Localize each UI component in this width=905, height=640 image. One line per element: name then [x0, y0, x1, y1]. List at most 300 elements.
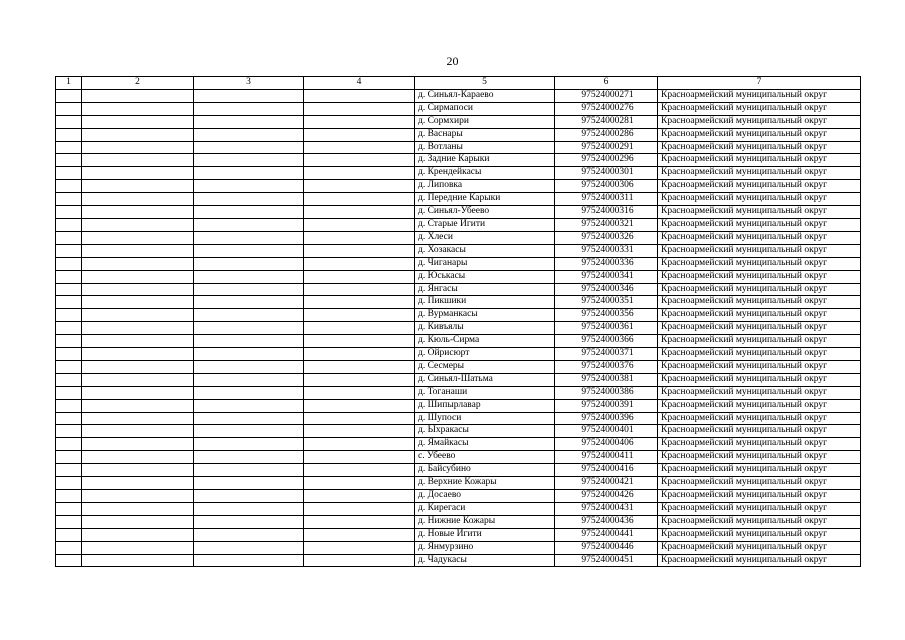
empty-cell	[304, 502, 415, 515]
empty-cell	[194, 218, 304, 231]
empty-cell	[56, 412, 82, 425]
empty-cell	[82, 425, 194, 438]
table-row	[56, 360, 861, 373]
empty-cell	[82, 180, 194, 193]
oktmo-code-cell: 97524000441	[555, 528, 658, 541]
settlement-name-cell: д. Передние Карыки	[415, 193, 555, 206]
empty-cell	[56, 296, 82, 309]
oktmo-code-cell: 97524000271	[555, 89, 658, 102]
municipality-cell: Красноармейский муниципальный округ	[658, 554, 861, 567]
empty-cell	[56, 283, 82, 296]
table-row	[56, 541, 861, 554]
table-row	[56, 102, 861, 115]
table-row	[56, 322, 861, 335]
empty-cell	[82, 554, 194, 567]
empty-cell	[82, 257, 194, 270]
table-row	[56, 386, 861, 399]
municipality-cell: Красноармейский муниципальный округ	[658, 464, 861, 477]
table-row	[56, 502, 861, 515]
municipality-cell: Красноармейский муниципальный округ	[658, 283, 861, 296]
column-header: 3	[194, 77, 304, 90]
empty-cell	[304, 464, 415, 477]
empty-cell	[194, 386, 304, 399]
empty-cell	[56, 309, 82, 322]
empty-cell	[82, 541, 194, 554]
table-row	[56, 373, 861, 386]
empty-cell	[56, 515, 82, 528]
empty-cell	[82, 154, 194, 167]
empty-cell	[82, 244, 194, 257]
table-row	[56, 335, 861, 348]
oktmo-code-cell: 97524000381	[555, 373, 658, 386]
empty-cell	[82, 218, 194, 231]
settlement-name-cell: д. Липовка	[415, 180, 555, 193]
table-row	[56, 528, 861, 541]
table-row	[56, 180, 861, 193]
empty-cell	[304, 309, 415, 322]
empty-cell	[82, 515, 194, 528]
empty-cell	[82, 141, 194, 154]
empty-cell	[194, 270, 304, 283]
empty-cell	[304, 528, 415, 541]
settlement-name-cell: с. Убеево	[415, 451, 555, 464]
empty-cell	[304, 218, 415, 231]
empty-cell	[56, 128, 82, 141]
oktmo-code-cell: 97524000376	[555, 360, 658, 373]
empty-cell	[304, 451, 415, 464]
empty-cell	[56, 528, 82, 541]
empty-cell	[82, 115, 194, 128]
empty-cell	[304, 386, 415, 399]
table-row	[56, 128, 861, 141]
empty-cell	[82, 335, 194, 348]
oktmo-code-cell: 97524000421	[555, 477, 658, 490]
table-row	[56, 425, 861, 438]
municipality-cell: Красноармейский муниципальный округ	[658, 451, 861, 464]
empty-cell	[194, 231, 304, 244]
empty-cell	[56, 218, 82, 231]
settlement-name-cell: д. Вурманкасы	[415, 309, 555, 322]
empty-cell	[56, 360, 82, 373]
municipality-cell: Красноармейский муниципальный округ	[658, 528, 861, 541]
table-row	[56, 115, 861, 128]
empty-cell	[82, 322, 194, 335]
empty-cell	[194, 528, 304, 541]
empty-cell	[194, 141, 304, 154]
empty-cell	[56, 257, 82, 270]
municipality-cell: Красноармейский муниципальный округ	[658, 309, 861, 322]
empty-cell	[82, 360, 194, 373]
municipality-cell: Красноармейский муниципальный округ	[658, 425, 861, 438]
oktmo-code-cell: 97524000276	[555, 102, 658, 115]
empty-cell	[194, 309, 304, 322]
empty-cell	[56, 89, 82, 102]
settlement-name-cell: д. Хозакасы	[415, 244, 555, 257]
settlement-name-cell: д. Хлеси	[415, 231, 555, 244]
empty-cell	[194, 348, 304, 361]
empty-cell	[82, 167, 194, 180]
oktmo-code-cell: 97524000326	[555, 231, 658, 244]
empty-cell	[304, 283, 415, 296]
table-row	[56, 206, 861, 219]
settlement-name-cell: д. Чадукасы	[415, 554, 555, 567]
settlement-name-cell: д. Шупоси	[415, 412, 555, 425]
empty-cell	[194, 438, 304, 451]
empty-cell	[304, 412, 415, 425]
settlement-name-cell: д. Васнары	[415, 128, 555, 141]
empty-cell	[56, 386, 82, 399]
oktmo-code-cell: 97524000396	[555, 412, 658, 425]
empty-cell	[194, 167, 304, 180]
table-row	[56, 257, 861, 270]
empty-cell	[194, 283, 304, 296]
municipality-cell: Красноармейский муниципальный округ	[658, 167, 861, 180]
settlement-name-cell: д. Ойрисюрт	[415, 348, 555, 361]
empty-cell	[56, 399, 82, 412]
municipality-cell: Красноармейский муниципальный округ	[658, 141, 861, 154]
oktmo-code-cell: 97524000351	[555, 296, 658, 309]
empty-cell	[56, 115, 82, 128]
empty-cell	[304, 115, 415, 128]
empty-cell	[82, 231, 194, 244]
settlement-name-cell: д. Тоганаши	[415, 386, 555, 399]
oktmo-code-cell: 97524000336	[555, 257, 658, 270]
empty-cell	[194, 477, 304, 490]
oktmo-code-cell: 97524000316	[555, 206, 658, 219]
settlement-name-cell: д. Янмурзино	[415, 541, 555, 554]
table-row	[56, 283, 861, 296]
oktmo-code-cell: 97524000286	[555, 128, 658, 141]
empty-cell	[194, 102, 304, 115]
settlement-name-cell: д. Новые Игити	[415, 528, 555, 541]
empty-cell	[56, 102, 82, 115]
table-row	[56, 167, 861, 180]
empty-cell	[56, 335, 82, 348]
empty-cell	[56, 180, 82, 193]
empty-cell	[194, 206, 304, 219]
settlement-name-cell: д. Шипырлавар	[415, 399, 555, 412]
empty-cell	[56, 490, 82, 503]
empty-cell	[304, 180, 415, 193]
settlement-register-table	[55, 76, 861, 567]
oktmo-code-cell: 97524000296	[555, 154, 658, 167]
table-row	[56, 141, 861, 154]
empty-cell	[82, 464, 194, 477]
municipality-cell: Красноармейский муниципальный округ	[658, 541, 861, 554]
column-header: 5	[415, 77, 555, 90]
empty-cell	[194, 502, 304, 515]
table-row	[56, 244, 861, 257]
municipality-cell: Красноармейский муниципальный округ	[658, 386, 861, 399]
oktmo-code-cell: 97524000416	[555, 464, 658, 477]
empty-cell	[304, 438, 415, 451]
municipality-cell: Красноармейский муниципальный округ	[658, 360, 861, 373]
settlement-name-cell: д. Сесмеры	[415, 360, 555, 373]
empty-cell	[82, 399, 194, 412]
empty-cell	[304, 322, 415, 335]
empty-cell	[56, 193, 82, 206]
municipality-cell: Красноармейский муниципальный округ	[658, 154, 861, 167]
table-row	[56, 554, 861, 567]
empty-cell	[82, 193, 194, 206]
municipality-cell: Красноармейский муниципальный округ	[658, 180, 861, 193]
municipality-cell: Красноармейский муниципальный округ	[658, 373, 861, 386]
oktmo-code-cell: 97524000391	[555, 399, 658, 412]
empty-cell	[56, 541, 82, 554]
settlement-name-cell: д. Синьял-Шатьма	[415, 373, 555, 386]
table-row	[56, 464, 861, 477]
table-row	[56, 348, 861, 361]
empty-cell	[304, 399, 415, 412]
settlement-name-cell: д. Досаево	[415, 490, 555, 503]
empty-cell	[194, 451, 304, 464]
table-row	[56, 218, 861, 231]
municipality-cell: Красноармейский муниципальный округ	[658, 335, 861, 348]
empty-cell	[82, 206, 194, 219]
oktmo-code-cell: 97524000341	[555, 270, 658, 283]
municipality-cell: Красноармейский муниципальный округ	[658, 244, 861, 257]
empty-cell	[304, 154, 415, 167]
table-row	[56, 154, 861, 167]
municipality-cell: Красноармейский муниципальный округ	[658, 115, 861, 128]
municipality-cell: Красноармейский муниципальный округ	[658, 296, 861, 309]
settlement-name-cell: д. Сормхири	[415, 115, 555, 128]
municipality-cell: Красноармейский муниципальный округ	[658, 412, 861, 425]
municipality-cell: Красноармейский муниципальный округ	[658, 438, 861, 451]
oktmo-code-cell: 97524000301	[555, 167, 658, 180]
empty-cell	[56, 141, 82, 154]
table-row	[56, 231, 861, 244]
column-number-row	[56, 77, 861, 90]
table-row	[56, 89, 861, 102]
oktmo-code-cell: 97524000291	[555, 141, 658, 154]
empty-cell	[82, 386, 194, 399]
empty-cell	[304, 89, 415, 102]
settlement-name-cell: д. Кивъялы	[415, 322, 555, 335]
oktmo-code-cell: 97524000446	[555, 541, 658, 554]
empty-cell	[194, 554, 304, 567]
empty-cell	[82, 309, 194, 322]
empty-cell	[304, 360, 415, 373]
empty-cell	[194, 128, 304, 141]
empty-cell	[304, 477, 415, 490]
empty-cell	[194, 360, 304, 373]
empty-cell	[82, 528, 194, 541]
empty-cell	[304, 167, 415, 180]
empty-cell	[304, 541, 415, 554]
empty-cell	[304, 128, 415, 141]
settlement-name-cell: д. Синьял-Караево	[415, 89, 555, 102]
empty-cell	[82, 373, 194, 386]
empty-cell	[56, 502, 82, 515]
table-row	[56, 515, 861, 528]
settlement-name-cell: д. Пикшики	[415, 296, 555, 309]
column-header: 7	[658, 77, 861, 90]
oktmo-code-cell: 97524000366	[555, 335, 658, 348]
empty-cell	[56, 206, 82, 219]
empty-cell	[194, 193, 304, 206]
settlement-name-cell: д. Кирегаси	[415, 502, 555, 515]
municipality-cell: Красноармейский муниципальный округ	[658, 89, 861, 102]
empty-cell	[194, 257, 304, 270]
oktmo-code-cell: 97524000386	[555, 386, 658, 399]
empty-cell	[304, 206, 415, 219]
empty-cell	[56, 154, 82, 167]
empty-cell	[194, 89, 304, 102]
oktmo-code-cell: 97524000401	[555, 425, 658, 438]
settlement-name-cell: д. Синьял-Убеево	[415, 206, 555, 219]
municipality-cell: Красноармейский муниципальный округ	[658, 218, 861, 231]
oktmo-code-cell: 97524000426	[555, 490, 658, 503]
oktmo-code-cell: 97524000346	[555, 283, 658, 296]
table-row	[56, 399, 861, 412]
oktmo-code-cell: 97524000321	[555, 218, 658, 231]
empty-cell	[304, 296, 415, 309]
municipality-cell: Красноармейский муниципальный округ	[658, 399, 861, 412]
oktmo-code-cell: 97524000306	[555, 180, 658, 193]
empty-cell	[82, 502, 194, 515]
empty-cell	[56, 477, 82, 490]
empty-cell	[82, 283, 194, 296]
oktmo-code-cell: 97524000436	[555, 515, 658, 528]
empty-cell	[194, 322, 304, 335]
settlement-name-cell: д. Чиганары	[415, 257, 555, 270]
empty-cell	[194, 490, 304, 503]
municipality-cell: Красноармейский муниципальный округ	[658, 322, 861, 335]
empty-cell	[304, 193, 415, 206]
empty-cell	[82, 102, 194, 115]
empty-cell	[194, 412, 304, 425]
oktmo-code-cell: 97524000331	[555, 244, 658, 257]
oktmo-code-cell: 97524000431	[555, 502, 658, 515]
empty-cell	[56, 231, 82, 244]
settlement-name-cell: д. Кюль-Сирма	[415, 335, 555, 348]
table-row	[56, 477, 861, 490]
settlement-name-cell: д. Байсубино	[415, 464, 555, 477]
municipality-cell: Красноармейский муниципальный округ	[658, 257, 861, 270]
empty-cell	[56, 464, 82, 477]
settlement-name-cell: д. Сирмапоси	[415, 102, 555, 115]
settlement-name-cell: д. Юськасы	[415, 270, 555, 283]
empty-cell	[82, 438, 194, 451]
empty-cell	[194, 464, 304, 477]
column-header: 2	[82, 77, 194, 90]
table-row	[56, 412, 861, 425]
column-header: 6	[555, 77, 658, 90]
municipality-cell: Красноармейский муниципальный округ	[658, 348, 861, 361]
municipality-cell: Красноармейский муниципальный округ	[658, 502, 861, 515]
settlement-name-cell: д. Нижние Кожары	[415, 515, 555, 528]
municipality-cell: Красноармейский муниципальный округ	[658, 102, 861, 115]
empty-cell	[82, 451, 194, 464]
empty-cell	[82, 348, 194, 361]
empty-cell	[56, 438, 82, 451]
column-header: 4	[304, 77, 415, 90]
empty-cell	[304, 425, 415, 438]
empty-cell	[194, 115, 304, 128]
empty-cell	[194, 399, 304, 412]
empty-cell	[304, 244, 415, 257]
settlement-name-cell: д. Ямайкасы	[415, 438, 555, 451]
empty-cell	[56, 554, 82, 567]
empty-cell	[82, 296, 194, 309]
municipality-cell: Красноармейский муниципальный округ	[658, 270, 861, 283]
empty-cell	[82, 490, 194, 503]
empty-cell	[82, 89, 194, 102]
municipality-cell: Красноармейский муниципальный округ	[658, 206, 861, 219]
settlement-name-cell: д. Крендейкасы	[415, 167, 555, 180]
empty-cell	[56, 425, 82, 438]
oktmo-code-cell: 97524000311	[555, 193, 658, 206]
municipality-cell: Красноармейский муниципальный округ	[658, 515, 861, 528]
settlement-name-cell: д. Задние Карыки	[415, 154, 555, 167]
oktmo-code-cell: 97524000451	[555, 554, 658, 567]
empty-cell	[194, 425, 304, 438]
oktmo-code-cell: 97524000361	[555, 322, 658, 335]
empty-cell	[82, 270, 194, 283]
oktmo-code-cell: 97524000411	[555, 451, 658, 464]
empty-cell	[304, 373, 415, 386]
settlement-name-cell: д. Ыхракасы	[415, 425, 555, 438]
empty-cell	[56, 244, 82, 257]
empty-cell	[194, 244, 304, 257]
empty-cell	[82, 412, 194, 425]
empty-cell	[194, 373, 304, 386]
table-row	[56, 490, 861, 503]
empty-cell	[304, 231, 415, 244]
oktmo-code-cell: 97524000406	[555, 438, 658, 451]
empty-cell	[194, 515, 304, 528]
page-number: 20	[446, 54, 459, 68]
empty-cell	[194, 180, 304, 193]
empty-cell	[194, 335, 304, 348]
empty-cell	[304, 554, 415, 567]
municipality-cell: Красноармейский муниципальный округ	[658, 490, 861, 503]
settlement-name-cell: д. Янгасы	[415, 283, 555, 296]
settlement-name-cell: д. Верхние Кожары	[415, 477, 555, 490]
empty-cell	[304, 257, 415, 270]
empty-cell	[56, 270, 82, 283]
empty-cell	[304, 348, 415, 361]
table-row	[56, 270, 861, 283]
municipality-cell: Красноармейский муниципальный округ	[658, 477, 861, 490]
empty-cell	[194, 296, 304, 309]
empty-cell	[304, 141, 415, 154]
settlement-name-cell: д. Старые Игити	[415, 218, 555, 231]
empty-cell	[56, 167, 82, 180]
column-header: 1	[56, 77, 82, 90]
empty-cell	[304, 270, 415, 283]
municipality-cell: Красноармейский муниципальный округ	[658, 231, 861, 244]
table-row	[56, 451, 861, 464]
empty-cell	[82, 128, 194, 141]
empty-cell	[304, 102, 415, 115]
register-body	[56, 89, 861, 567]
empty-cell	[56, 373, 82, 386]
oktmo-code-cell: 97524000281	[555, 115, 658, 128]
municipality-cell: Красноармейский муниципальный округ	[658, 193, 861, 206]
empty-cell	[194, 541, 304, 554]
oktmo-code-cell: 97524000356	[555, 309, 658, 322]
oktmo-code-cell: 97524000371	[555, 348, 658, 361]
settlement-name-cell: д. Вотланы	[415, 141, 555, 154]
empty-cell	[56, 322, 82, 335]
table-row	[56, 296, 861, 309]
empty-cell	[304, 335, 415, 348]
empty-cell	[82, 477, 194, 490]
empty-cell	[56, 348, 82, 361]
empty-cell	[304, 515, 415, 528]
